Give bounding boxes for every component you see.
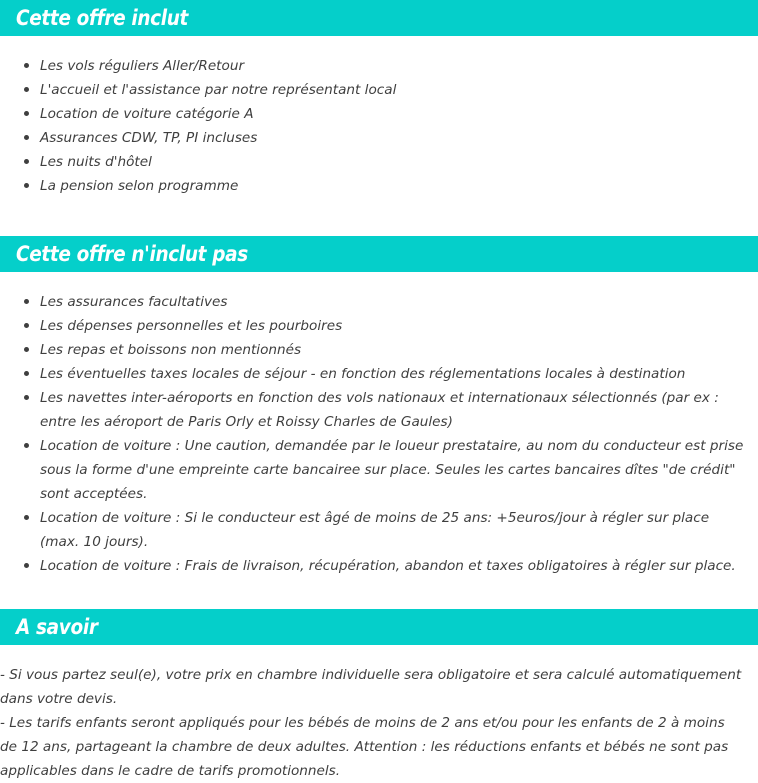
section-title-excluded: Cette offre n'inclut pas	[16, 241, 248, 266]
section-body-notes	[0, 645, 758, 783]
section-header-included	[0, 0, 758, 36]
list-item-label: Les navettes inter-aéroports en fonction des vols nationaux et internationaux sélectionnés (par ex : entre les aéroport de Paris Orly et Roissy Charles de Gaules)	[40, 390, 719, 430]
included-list	[0, 54, 758, 198]
bullet-icon	[24, 87, 29, 92]
list-item-label: Assurances CDW, TP, PI incluses	[40, 130, 258, 146]
list-item-label: Les dépenses personnelles et les pourboires	[40, 318, 343, 334]
bullet-icon	[24, 111, 29, 116]
bullet-icon	[24, 135, 29, 140]
bullet-icon	[24, 347, 29, 352]
list-item	[0, 290, 758, 314]
list-item	[0, 434, 758, 506]
bullet-icon	[24, 395, 29, 400]
list-item	[0, 126, 758, 150]
list-item-label: Location de voiture : Si le conducteur est âgé de moins de 25 ans: +5euros/jour à régler sur place (max. 10 jours).	[40, 510, 710, 550]
excluded-list	[0, 290, 758, 578]
note-paragraph: - Si vous partez seul(e), votre prix en chambre individuelle sera obligatoire et sera calculé automatiquement dans votre devis.	[0, 667, 742, 707]
list-item	[0, 102, 758, 126]
section-offer-excluded	[0, 236, 758, 578]
list-item-label: Location de voiture : Frais de livraison, récupération, abandon et taxes obligatoires à régler sur place.	[40, 558, 736, 574]
bullet-icon	[24, 515, 29, 520]
section-header-excluded	[0, 236, 758, 272]
section-body-excluded	[0, 272, 758, 578]
list-item-label: Location de voiture : Une caution, demandée par le loueur prestataire, au nom du conducteur est prise sous la forme d'une empreinte carte bancairee sur place. Seules les cartes bancaires dîtes "de crédit" sont acceptées.	[40, 438, 744, 502]
list-item-label: Les éventuelles taxes locales de séjour - en fonction des réglementations locales à destination	[40, 366, 686, 382]
list-item-label: Les vols réguliers Aller/Retour	[40, 58, 245, 74]
list-item-label: Les nuits d'hôtel	[40, 154, 152, 170]
note-paragraph: - Les tarifs enfants seront appliqués pour les bébés de moins de 2 ans et/ou pour les enfants de 2 à moins de 12 ans, partageant la chambre de deux adultes. Attention : les réductions enfants et bébés ne sont pas applicables dans le cadre de tarifs promotionnels.	[0, 715, 729, 779]
bullet-icon	[24, 183, 29, 188]
list-item	[0, 338, 758, 362]
bullet-icon	[24, 63, 29, 68]
bullet-icon	[24, 443, 29, 448]
list-item	[0, 54, 758, 78]
section-offer-included	[0, 0, 758, 198]
list-item	[0, 78, 758, 102]
list-item	[0, 362, 758, 386]
bullet-icon	[24, 563, 29, 568]
list-item	[0, 386, 758, 434]
list-item	[0, 554, 758, 578]
bullet-icon	[24, 299, 29, 304]
list-item-label: L'accueil et l'assistance par notre représentant local	[40, 82, 397, 98]
list-item-label: Les assurances facultatives	[40, 294, 228, 310]
section-divider-spacer	[0, 578, 758, 609]
list-item	[0, 314, 758, 338]
bullet-icon	[24, 323, 29, 328]
list-item-label: La pension selon programme	[40, 178, 239, 194]
list-item-label: Les repas et boissons non mentionnés	[40, 342, 302, 358]
section-body-included	[0, 36, 758, 198]
section-divider-spacer	[0, 198, 758, 236]
list-item	[0, 150, 758, 174]
section-good-to-know	[0, 609, 758, 783]
section-title-included: Cette offre inclut	[16, 5, 189, 30]
section-title-notes: A savoir	[16, 614, 98, 639]
list-item	[0, 174, 758, 198]
list-item-label: Location de voiture catégorie A	[40, 106, 254, 122]
list-item	[0, 506, 758, 554]
bullet-icon	[24, 159, 29, 164]
bullet-icon	[24, 371, 29, 376]
section-header-notes	[0, 609, 758, 645]
